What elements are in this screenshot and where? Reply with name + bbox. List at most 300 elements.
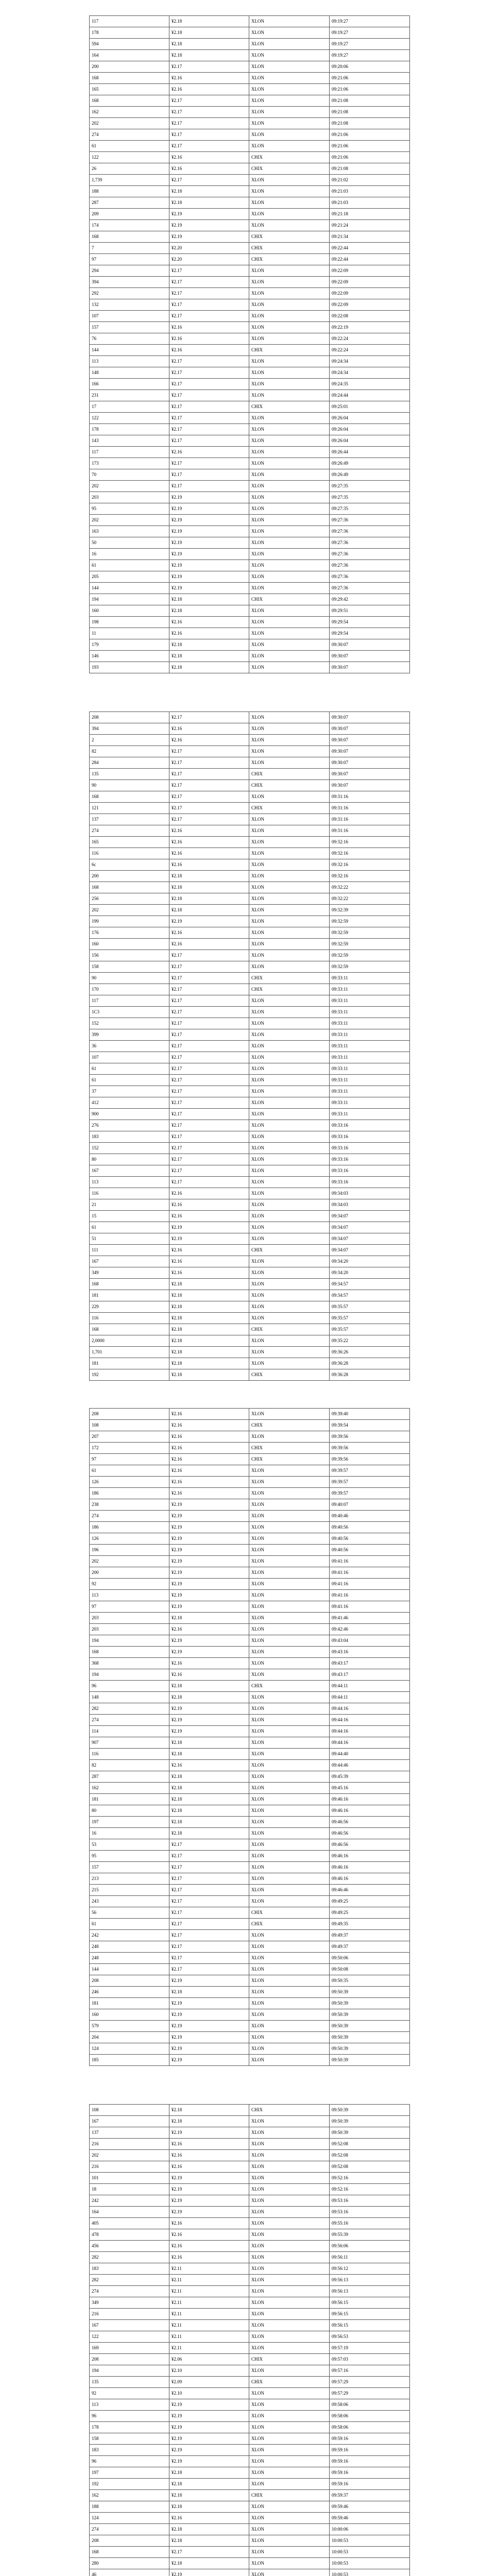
time-cell: 09:33:16	[330, 1131, 410, 1143]
volume-cell: 412	[90, 1097, 169, 1109]
volume-cell: 202	[90, 2150, 169, 2161]
price-cell: ¥2.19	[169, 1703, 249, 1715]
time-cell: 09:40:56	[330, 1522, 410, 1533]
price-cell: ¥2.18	[169, 186, 249, 197]
venue-cell: XLON	[249, 1998, 330, 2009]
time-cell: 09:57:29	[330, 2377, 410, 2388]
price-cell: ¥2.17	[169, 1007, 249, 1018]
volume-cell: 208	[90, 2354, 169, 2365]
time-cell: 09:33:11	[330, 1109, 410, 1120]
volume-cell: 61	[90, 1075, 169, 1086]
volume-cell: 168	[90, 1647, 169, 1658]
venue-cell: XLON	[249, 2309, 330, 2320]
table-row	[90, 927, 410, 939]
price-cell: ¥2.18	[169, 2501, 249, 2513]
table-row	[90, 1143, 410, 1154]
volume-cell: 135	[90, 769, 169, 780]
table-row	[90, 1907, 410, 1919]
volume-cell: 157	[90, 322, 169, 333]
volume-cell: 80	[90, 1154, 169, 1165]
table-row	[90, 1941, 410, 1953]
volume-cell: 282	[90, 2275, 169, 2286]
venue-cell: XLON	[249, 2433, 330, 2445]
price-cell: ¥2.16	[169, 1409, 249, 1420]
time-cell: 09:39:54	[330, 1420, 410, 1431]
table-row	[90, 571, 410, 583]
price-cell: ¥2.18	[169, 905, 249, 916]
volume-cell: 196	[90, 1545, 169, 1556]
price-cell: ¥2.18	[169, 1613, 249, 1624]
time-cell: 09:26:04	[330, 435, 410, 447]
venue-cell: CHIX	[249, 345, 330, 356]
table-row	[90, 2263, 410, 2275]
venue-cell: XLON	[249, 2116, 330, 2127]
price-cell: ¥2.17	[169, 141, 249, 152]
time-cell: 09:26:04	[330, 413, 410, 424]
table-row	[90, 2105, 410, 2116]
volume-cell: 124	[90, 2513, 169, 2524]
price-cell: ¥2.16	[169, 837, 249, 848]
venue-cell: CHIX	[249, 1245, 330, 1256]
volume-cell: 287	[90, 197, 169, 209]
volume-cell: 135	[90, 2377, 169, 2388]
table-row	[90, 662, 410, 673]
venue-cell: XLON	[249, 2195, 330, 2207]
time-cell: 09:46:56	[330, 1817, 410, 1828]
price-cell: ¥2.17	[169, 1930, 249, 1941]
price-cell: ¥2.11	[169, 2343, 249, 2354]
volume-cell: 162	[90, 1783, 169, 1794]
volume-cell: 113	[90, 1177, 169, 1188]
venue-cell: XLON	[249, 1930, 330, 1941]
venue-cell: CHIX	[249, 973, 330, 984]
volume-cell: 207	[90, 1431, 169, 1443]
venue-cell: XLON	[249, 2513, 330, 2524]
table-row	[90, 1063, 410, 1075]
time-cell: 09:56:11	[330, 2252, 410, 2263]
time-cell: 09:21:08	[330, 118, 410, 129]
table-row	[90, 1120, 410, 1131]
time-cell: 09:22:09	[330, 288, 410, 299]
venue-cell: XLON	[249, 757, 330, 769]
table-row	[90, 871, 410, 882]
table-row	[90, 1579, 410, 1590]
table-row	[90, 1828, 410, 1839]
volume-cell: 183	[90, 2263, 169, 2275]
price-cell: ¥2.17	[169, 1953, 249, 1964]
price-cell: ¥2.11	[169, 2320, 249, 2331]
volume-cell: 349	[90, 1267, 169, 1279]
venue-cell: XLON	[249, 1256, 330, 1267]
volume-cell: 90	[90, 780, 169, 791]
volume-cell: 215	[90, 1885, 169, 1896]
price-cell: ¥2.16	[169, 1624, 249, 1635]
volume-cell: 194	[90, 594, 169, 605]
time-cell: 09:22:09	[330, 299, 410, 311]
volume-cell: 160	[90, 939, 169, 950]
trade-table-page-2	[89, 711, 410, 1381]
table-row	[90, 549, 410, 560]
venue-cell: XLON	[249, 1579, 330, 1590]
volume-cell: 242	[90, 2195, 169, 2207]
venue-cell: XLON	[249, 927, 330, 939]
venue-cell: XLON	[249, 2252, 330, 2263]
venue-cell: XLON	[249, 746, 330, 757]
price-cell: ¥2.16	[169, 1199, 249, 1211]
venue-cell: XLON	[249, 2150, 330, 2161]
time-cell: 09:26:04	[330, 424, 410, 435]
volume-cell: 101	[90, 2173, 169, 2184]
price-cell: ¥2.19	[169, 1233, 249, 1245]
volume-cell: 178	[90, 2422, 169, 2433]
time-cell: 09:30:07	[330, 769, 410, 780]
time-cell: 09:41:16	[330, 1590, 410, 1601]
table-row	[90, 1488, 410, 1499]
table-row	[90, 2207, 410, 2218]
table-row	[90, 746, 410, 757]
venue-cell: XLON	[249, 413, 330, 424]
price-cell: ¥2.19	[169, 231, 249, 243]
volume-cell: 202	[90, 905, 169, 916]
price-cell: ¥2.16	[169, 859, 249, 871]
table-row	[90, 1007, 410, 1018]
venue-cell: XLON	[249, 735, 330, 746]
price-cell: ¥2.19	[169, 2399, 249, 2411]
time-cell: 09:33:16	[330, 1120, 410, 1131]
time-cell: 09:22:19	[330, 322, 410, 333]
table-row	[90, 1245, 410, 1256]
time-cell: 09:36:26	[330, 1347, 410, 1358]
venue-cell: XLON	[249, 95, 330, 107]
price-cell: ¥2.16	[169, 2241, 249, 2252]
time-cell: 09:41:46	[330, 1613, 410, 1624]
price-cell: ¥2.16	[169, 2139, 249, 2150]
price-cell: ¥2.17	[169, 1097, 249, 1109]
price-cell: ¥2.16	[169, 1431, 249, 1443]
venue-cell: XLON	[249, 1018, 330, 1029]
venue-cell: CHIX	[249, 152, 330, 163]
price-cell: ¥2.16	[169, 1267, 249, 1279]
volume-cell: 168	[90, 231, 169, 243]
price-cell: ¥2.18	[169, 2524, 249, 2535]
table-row	[90, 950, 410, 961]
time-cell: 09:39:57	[330, 1477, 410, 1488]
volume-cell: 185	[90, 2055, 169, 2066]
venue-cell: XLON	[249, 1975, 330, 1987]
venue-cell: XLON	[249, 1862, 330, 1873]
time-cell: 09:44:40	[330, 1749, 410, 1760]
table-row	[90, 254, 410, 265]
venue-cell: XLON	[249, 939, 330, 950]
time-cell: 09:40:46	[330, 1511, 410, 1522]
table-row	[90, 1409, 410, 1420]
volume-cell: 194	[90, 2365, 169, 2377]
price-cell: ¥2.19	[169, 571, 249, 583]
volume-cell: 168	[90, 2547, 169, 2558]
price-cell: ¥2.19	[169, 2127, 249, 2139]
venue-cell: XLON	[249, 995, 330, 1007]
table-row	[90, 356, 410, 367]
table-row	[90, 1975, 410, 1987]
price-cell: ¥2.17	[169, 413, 249, 424]
volume-cell: 92	[90, 1579, 169, 1590]
time-cell: 09:22:44	[330, 243, 410, 254]
table-row	[90, 1760, 410, 1771]
venue-cell: XLON	[249, 1851, 330, 1862]
price-cell: ¥2.19	[169, 1222, 249, 1233]
table-row	[90, 1222, 410, 1233]
table-row	[90, 2411, 410, 2422]
venue-cell: XLON	[249, 1279, 330, 1290]
table-row	[90, 1029, 410, 1041]
table-row	[90, 1817, 410, 1828]
venue-cell: XLON	[249, 2127, 330, 2139]
time-cell: 09:50:06	[330, 1953, 410, 1964]
venue-cell: XLON	[249, 1290, 330, 1301]
volume-cell: 200	[90, 871, 169, 882]
time-cell: 09:56:12	[330, 2263, 410, 2275]
price-cell: ¥2.17	[169, 1109, 249, 1120]
table-row	[90, 2388, 410, 2399]
price-cell: ¥2.19	[169, 1647, 249, 1658]
venue-cell: XLON	[249, 1771, 330, 1783]
table-row	[90, 2569, 410, 2576]
time-cell: 09:35:57	[330, 1324, 410, 1335]
table-row	[90, 1097, 410, 1109]
price-cell: ¥2.11	[169, 2263, 249, 2275]
price-cell: ¥2.17	[169, 1941, 249, 1953]
time-cell: 09:36:28	[330, 1369, 410, 1381]
volume-cell: 202	[90, 1556, 169, 1567]
time-cell: 09:33:11	[330, 1063, 410, 1075]
volume-cell: 36	[90, 1041, 169, 1052]
venue-cell: XLON	[249, 1131, 330, 1143]
time-cell: 09:30:07	[330, 746, 410, 757]
price-cell: ¥2.19	[169, 2184, 249, 2195]
price-cell: ¥2.17	[169, 1177, 249, 1188]
volume-cell: 172	[90, 1443, 169, 1454]
price-cell: ¥2.19	[169, 209, 249, 220]
venue-cell: XLON	[249, 1313, 330, 1324]
venue-cell: XLON	[249, 2021, 330, 2032]
table-row	[90, 1658, 410, 1669]
venue-cell: XLON	[249, 469, 330, 481]
price-cell: ¥2.17	[169, 1873, 249, 1885]
venue-cell: XLON	[249, 1041, 330, 1052]
price-cell: ¥2.06	[169, 2354, 249, 2365]
price-cell: ¥2.17	[169, 1907, 249, 1919]
volume-cell: 274	[90, 2286, 169, 2297]
table-row	[90, 735, 410, 746]
volume-cell: 137	[90, 2127, 169, 2139]
table-row	[90, 2241, 410, 2252]
volume-cell: 56	[90, 1907, 169, 1919]
table-row	[90, 2184, 410, 2195]
time-cell: 09:30:07	[330, 735, 410, 746]
table-row	[90, 1647, 410, 1658]
time-cell: 09:24:44	[330, 390, 410, 401]
table-row	[90, 367, 410, 379]
price-cell: ¥2.19	[169, 1545, 249, 1556]
table-row	[90, 1726, 410, 1737]
venue-cell: CHIX	[249, 803, 330, 814]
time-cell: 09:45:39	[330, 1771, 410, 1783]
table-row	[90, 825, 410, 837]
time-cell: 09:46:16	[330, 1851, 410, 1862]
price-cell: ¥2.18	[169, 27, 249, 39]
venue-cell: XLON	[249, 1624, 330, 1635]
venue-cell: XLON	[249, 1199, 330, 1211]
table-row	[90, 893, 410, 905]
time-cell: 09:36:28	[330, 1358, 410, 1369]
time-cell: 09:39:57	[330, 1488, 410, 1499]
price-cell: ¥2.19	[169, 1726, 249, 1737]
price-cell: ¥2.17	[169, 435, 249, 447]
volume-cell: 394	[90, 723, 169, 735]
table-row	[90, 882, 410, 893]
table-row	[90, 1987, 410, 1998]
venue-cell: XLON	[249, 1511, 330, 1522]
venue-cell: CHIX	[249, 231, 330, 243]
volume-cell: 158	[90, 2433, 169, 2445]
time-cell: 09:26:44	[330, 447, 410, 458]
time-cell: 09:41:16	[330, 1556, 410, 1567]
venue-cell: XLON	[249, 837, 330, 848]
venue-cell: CHIX	[249, 1919, 330, 1930]
table-row	[90, 1018, 410, 1029]
table-row	[90, 209, 410, 220]
table-row	[90, 961, 410, 973]
volume-cell: 256	[90, 893, 169, 905]
time-cell: 09:50:39	[330, 2032, 410, 2043]
volume-cell: 287	[90, 1771, 169, 1783]
volume-cell: 1,739	[90, 175, 169, 186]
table-row	[90, 2195, 410, 2207]
price-cell: ¥2.18	[169, 1347, 249, 1358]
table-row	[90, 435, 410, 447]
volume-cell: 202	[90, 118, 169, 129]
venue-cell: XLON	[249, 129, 330, 141]
table-row	[90, 594, 410, 605]
venue-cell: XLON	[249, 2275, 330, 2286]
venue-cell: XLON	[249, 871, 330, 882]
table-row	[90, 503, 410, 515]
time-cell: 09:20:06	[330, 61, 410, 73]
venue-cell: XLON	[249, 379, 330, 390]
table-row	[90, 345, 410, 356]
price-cell: ¥2.17	[169, 390, 249, 401]
volume-cell: 165	[90, 837, 169, 848]
venue-cell: XLON	[249, 2320, 330, 2331]
venue-cell: XLON	[249, 1873, 330, 1885]
time-cell: 09:30:07	[330, 723, 410, 735]
price-cell: ¥2.18	[169, 2116, 249, 2127]
volume-cell: 148	[90, 1692, 169, 1703]
table-row	[90, 1613, 410, 1624]
volume-cell: 126	[90, 1533, 169, 1545]
volume-cell: 17	[90, 401, 169, 413]
table-row	[90, 1499, 410, 1511]
price-cell: ¥2.16	[169, 825, 249, 837]
table-row	[90, 1177, 410, 1188]
volume-cell: 181	[90, 1290, 169, 1301]
price-cell: ¥2.19	[169, 1715, 249, 1726]
venue-cell: XLON	[249, 311, 330, 322]
price-cell: ¥2.17	[169, 401, 249, 413]
table-row	[90, 95, 410, 107]
price-cell: ¥2.17	[169, 311, 249, 322]
table-row	[90, 186, 410, 197]
time-cell: 10:00:53	[330, 2535, 410, 2547]
table-row	[90, 1737, 410, 1749]
price-cell: ¥2.17	[169, 175, 249, 186]
venue-cell: XLON	[249, 2184, 330, 2195]
venue-cell: XLON	[249, 1647, 330, 1658]
volume-cell: 203	[90, 1624, 169, 1635]
price-cell: ¥2.17	[169, 950, 249, 961]
time-cell: 09:43:16	[330, 1647, 410, 1658]
venue-cell: XLON	[249, 2388, 330, 2399]
table-row	[90, 175, 410, 186]
price-cell: ¥2.11	[169, 2286, 249, 2297]
time-cell: 09:56:15	[330, 2297, 410, 2309]
venue-cell: XLON	[249, 2343, 330, 2354]
time-cell: 09:21:06	[330, 129, 410, 141]
volume-cell: 202	[90, 481, 169, 492]
price-cell: ¥2.19	[169, 2032, 249, 2043]
venue-cell: CHIX	[249, 163, 330, 175]
time-cell: 09:59:46	[330, 2513, 410, 2524]
table-row	[90, 995, 410, 1007]
time-cell: 09:46:16	[330, 1805, 410, 1817]
volume-cell: 2	[90, 735, 169, 746]
table-row	[90, 2501, 410, 2513]
price-cell: ¥2.17	[169, 379, 249, 390]
price-cell: ¥2.16	[169, 2218, 249, 2229]
venue-cell: XLON	[249, 1165, 330, 1177]
price-cell: ¥2.17	[169, 1862, 249, 1873]
volume-cell: 188	[90, 186, 169, 197]
volume-cell: 167	[90, 1256, 169, 1267]
volume-cell: 97	[90, 254, 169, 265]
price-cell: ¥2.17	[169, 61, 249, 73]
volume-cell: 216	[90, 2309, 169, 2320]
price-cell: ¥2.16	[169, 1188, 249, 1199]
volume-cell: 11	[90, 628, 169, 639]
venue-cell: XLON	[249, 560, 330, 571]
time-cell: 09:50:39	[330, 1998, 410, 2009]
table-row	[90, 2365, 410, 2377]
price-cell: ¥2.17	[169, 1896, 249, 1907]
venue-cell: XLON	[249, 1431, 330, 1443]
price-cell: ¥2.17	[169, 984, 249, 995]
price-cell: ¥2.16	[169, 2513, 249, 2524]
table-row	[90, 639, 410, 651]
volume-cell: 238	[90, 1499, 169, 1511]
time-cell: 09:33:11	[330, 1075, 410, 1086]
volume-cell: 282	[90, 1703, 169, 1715]
time-cell: 09:31:16	[330, 791, 410, 803]
table-row	[90, 1477, 410, 1488]
venue-cell: XLON	[249, 825, 330, 837]
table-row	[90, 617, 410, 628]
time-cell: 09:34:07	[330, 1245, 410, 1256]
volume-cell: 178	[90, 424, 169, 435]
table-row	[90, 458, 410, 469]
venue-cell: XLON	[249, 712, 330, 723]
venue-cell: CHIX	[249, 2377, 330, 2388]
price-cell: ¥2.19	[169, 537, 249, 549]
